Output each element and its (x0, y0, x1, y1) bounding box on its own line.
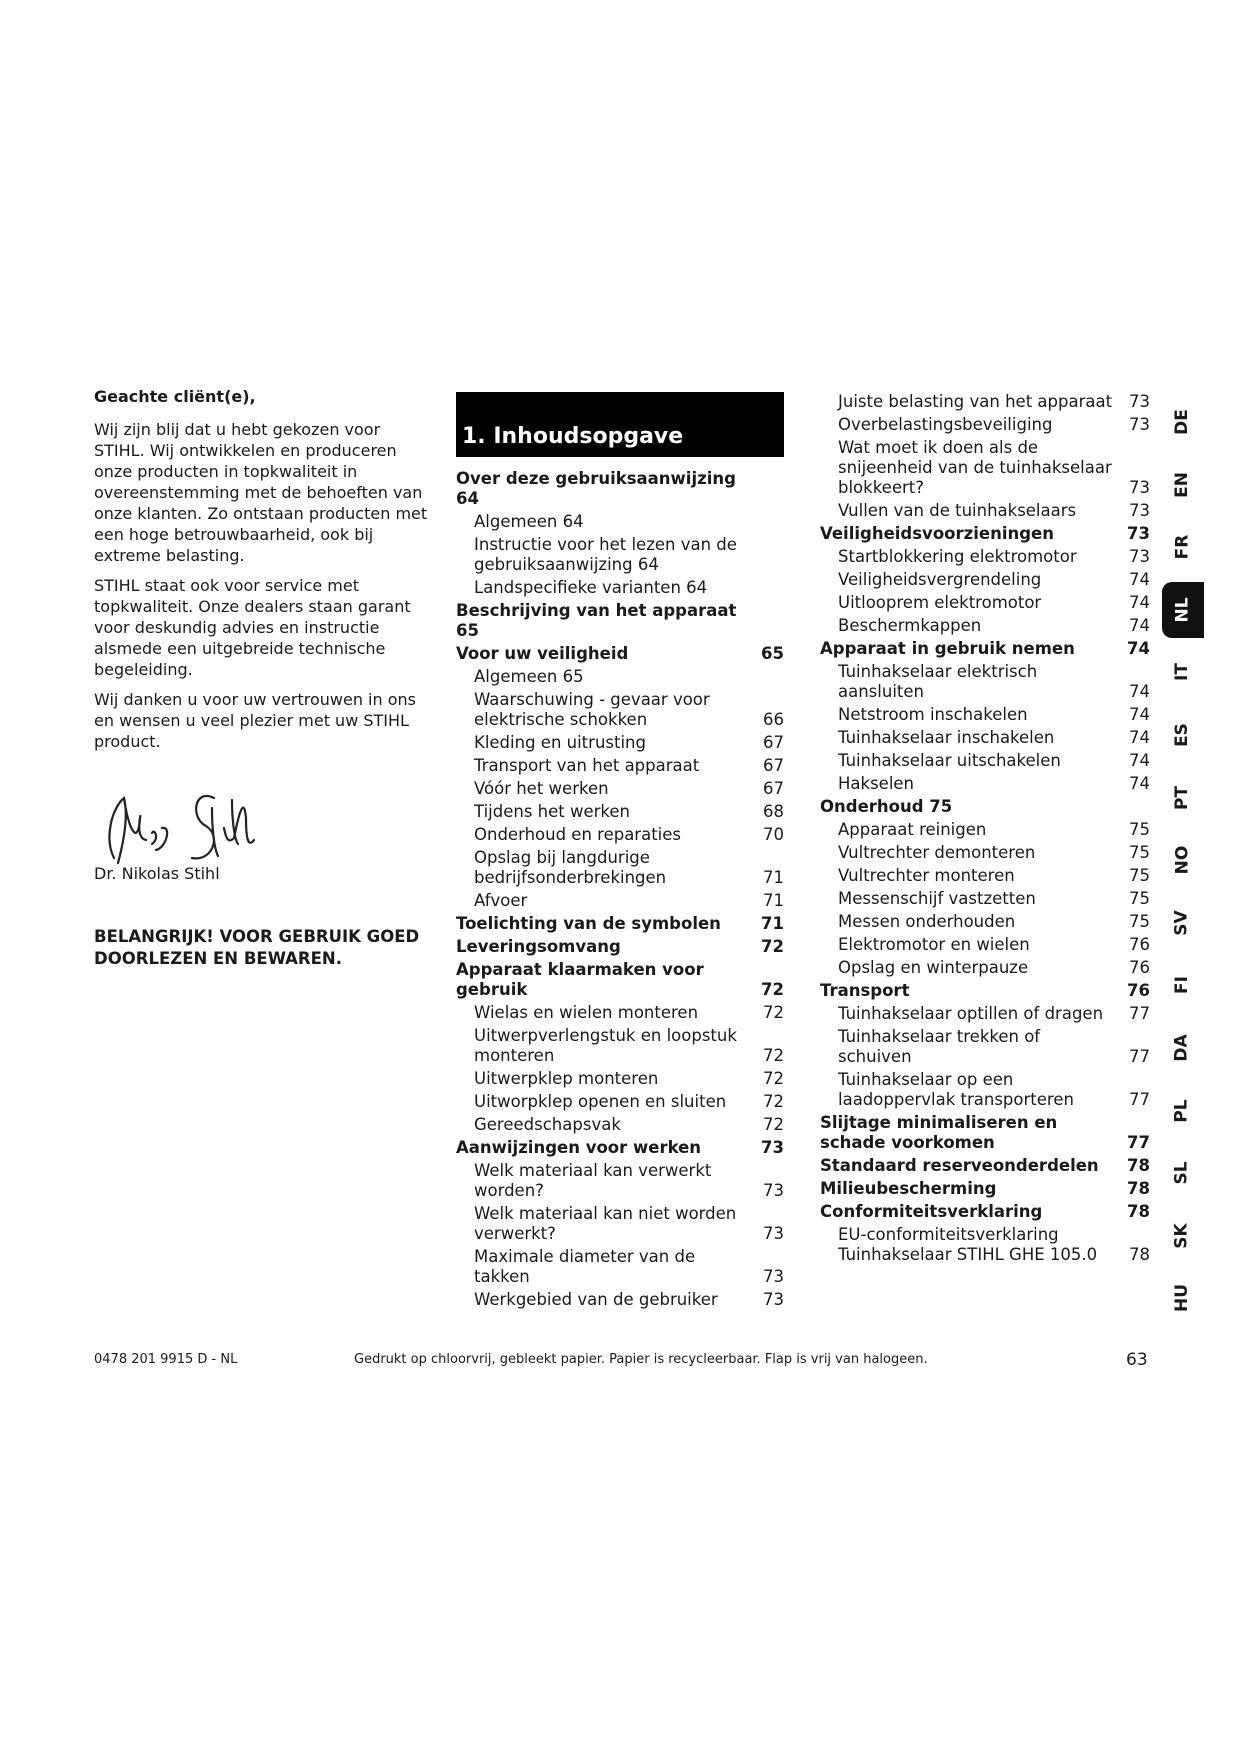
toc-entry-title: Gereedschapsvak (474, 1115, 621, 1134)
toc-entry-page: 75 (1129, 820, 1150, 839)
toc-entry (456, 733, 784, 753)
toc-entry-page: 74 (1129, 751, 1150, 770)
toc-entry-title: Transport (820, 981, 910, 1000)
toc-entry (820, 889, 1150, 909)
letter-greeting: Geachte cliënt(e), (94, 387, 256, 406)
toc-entry-page: 74 (1129, 774, 1150, 793)
toc-entry-title: Transport van het apparaat (474, 756, 700, 775)
toc-entry-page: 72 (763, 1069, 784, 1088)
toc-entry-page: 74 (1129, 616, 1150, 635)
toc-entry-title: Algemeen 64 (474, 512, 584, 531)
signer-name: Dr. Nikolas Stihl (94, 864, 220, 883)
toc-entry-page: 75 (1129, 912, 1150, 931)
toc-entry-title: Onderhoud en reparaties (474, 825, 681, 844)
toc-entry-title: Conformiteitsverklaring (820, 1202, 1043, 1221)
toc-entry (820, 1225, 1150, 1265)
toc-entry-title: Voor uw veiligheid (456, 644, 629, 663)
language-tab-it: IT (1171, 663, 1192, 682)
toc-entry (456, 1115, 784, 1135)
toc-entry-page: 78 (1127, 1156, 1150, 1175)
language-tab-sl: SL (1171, 1161, 1192, 1185)
toc-entry (456, 512, 784, 532)
toc-entry-page: 73 (1129, 547, 1150, 566)
toc-entry-page: 72 (761, 937, 784, 956)
toc-entry-page: 73 (761, 1138, 784, 1157)
toc-entry (820, 774, 1150, 794)
toc-entry (820, 547, 1150, 567)
toc-entry-page: 73 (1129, 478, 1150, 497)
toc-entry (820, 1113, 1150, 1153)
toc-entry-page: 76 (1127, 981, 1150, 1000)
toc-entry-page: 68 (763, 802, 784, 821)
toc-entry (456, 1290, 784, 1310)
toc-entry-title: Apparaat reinigen (838, 820, 987, 839)
toc-entry-title: Vullen van de tuinhakselaars (838, 501, 1077, 520)
toc-entry-page: 71 (763, 868, 784, 887)
toc-entry-page: 74 (1129, 728, 1150, 747)
toc-entry (820, 981, 1150, 1001)
language-tab-fr: FR (1171, 534, 1192, 560)
toc-entry-title: Waarschuwing - gevaar voor elektrische schokken (474, 690, 710, 729)
toc-entry (820, 1070, 1150, 1110)
toc-entry-page: 73 (763, 1224, 784, 1243)
toc-entry-title: Beschermkappen (838, 616, 982, 635)
toc-entry-title: Opslag bij langdurige bedrijfsonderbrekingen (474, 848, 667, 887)
toc-entry-title: Welk materiaal kan verwerkt worden? (474, 1161, 712, 1200)
toc-entry-page: 73 (1129, 392, 1150, 411)
toc-entry (456, 690, 784, 730)
toc-entry-page: 77 (1129, 1047, 1150, 1066)
toc-entry-title: Tuinhakselaar uitschakelen (838, 751, 1061, 770)
important-notice: BELANGRIJK! VOOR GEBRUIK GOED DOORLEZEN EN BEWAREN. (94, 927, 420, 968)
toc-entry (820, 912, 1150, 932)
toc-entry-title: Overbelastingsbeveiliging (838, 415, 1053, 434)
toc-entry-page: 76 (1129, 958, 1150, 977)
toc-entry (456, 667, 784, 687)
toc-entry-title: Startblokkering elektromotor (838, 547, 1077, 566)
toc-entry-page: 76 (1129, 935, 1150, 954)
toc-entry-page: 78 (1127, 1202, 1150, 1221)
toc-entry (456, 779, 784, 799)
toc-entry (820, 751, 1150, 771)
toc-entry-page: 71 (761, 914, 784, 933)
toc-entry (820, 843, 1150, 863)
language-tab-hu: HU (1171, 1284, 1192, 1313)
toc-entry-page: 67 (763, 779, 784, 798)
toc-entry (820, 728, 1150, 748)
toc-entry-title: Slijtage minimaliseren en schade voorkomen (820, 1113, 1058, 1152)
language-tab-en: EN (1172, 471, 1192, 498)
toc-entry-page: 72 (763, 1046, 784, 1065)
toc-entry-page: 73 (1129, 501, 1150, 520)
toc-entry-title: Onderhoud 75 (820, 797, 953, 816)
toc-entry-title: Messen onderhouden (838, 912, 1016, 931)
toc-entry (820, 501, 1150, 521)
toc-entry-title: Messenschijf vastzetten (838, 889, 1036, 908)
toc-entry-page: 66 (763, 710, 784, 729)
language-tab-de: DE (1171, 409, 1192, 435)
toc-entry-title: Uitwerpverlengstuk en loopstuk monteren (474, 1026, 737, 1065)
toc-entry-page: 72 (763, 1003, 784, 1022)
toc-entry (820, 935, 1150, 955)
toc-entry-page: 74 (1129, 682, 1150, 701)
toc-entry (456, 1092, 784, 1112)
toc-entry-page: 77 (1129, 1004, 1150, 1023)
toc-entry-page: 72 (761, 980, 784, 999)
toc-entry-title: Tuinhakselaar elektrisch aansluiten (838, 662, 1038, 701)
language-tab-da: DA (1172, 1034, 1192, 1062)
toc-entry-page: 74 (1127, 639, 1150, 658)
toc-entry (820, 392, 1150, 412)
toc-entry-title: Uitwerpklep monteren (474, 1069, 659, 1088)
toc-entry-page: 75 (1129, 866, 1150, 885)
toc-entry (456, 1069, 784, 1089)
toc-entry (456, 802, 784, 822)
toc-entry-page: 74 (1129, 570, 1150, 589)
toc-entry-page: 74 (1129, 705, 1150, 724)
toc-entry-page: 77 (1127, 1133, 1150, 1152)
toc-entry (456, 535, 784, 575)
footer-paper-note: Gedrukt op chloorvrij, gebleekt papier. Papier is recycleerbaar. Flap is vrij van halogeen. (354, 1352, 928, 1367)
toc-entry (820, 616, 1150, 636)
toc-entry (456, 578, 784, 598)
language-tab-sv: SV (1172, 910, 1192, 936)
toc-entry (456, 914, 784, 934)
toc-entry (820, 1027, 1150, 1067)
toc-entry-title: Tuinhakselaar optillen of dragen (838, 1004, 1104, 1023)
toc-entry (456, 891, 784, 911)
toc-entry-title: Over deze gebruiksaanwijzing 64 (456, 469, 736, 508)
signature-image (94, 778, 264, 878)
toc-entry-page: 73 (763, 1181, 784, 1200)
toc-entry (820, 1179, 1150, 1199)
letter-paragraph-1: Wij zijn blij dat u hebt gekozen voor STIHL. Wij ontwikkelen en produceren onze producten in topkwaliteit in overeenstemming met de behoeften van onze klanten. Zo ontstaan producten met een hoge betrouwbaarheid, ook bij extreme belasting. (94, 420, 428, 565)
toc-entry-page: 77 (1129, 1090, 1150, 1109)
toc-entry-title: Instructie voor het lezen van de gebruiksaanwijzing 64 (474, 535, 737, 574)
toc-entry (456, 825, 784, 845)
toc-entry (820, 1202, 1150, 1222)
toc-entry-page: 71 (763, 891, 784, 910)
toc-heading: 1. Inhoudsopgave (462, 424, 684, 449)
toc-entry-title: Vóór het werken (474, 779, 609, 798)
language-tab-es: ES (1171, 723, 1192, 747)
toc-entry-page: 75 (1129, 843, 1150, 862)
toc-entry-title: Welk materiaal kan niet worden verwerkt? (474, 1204, 737, 1243)
toc-entry-title: Opslag en winterpauze (838, 958, 1029, 977)
toc-entry-title: Vultrechter monteren (838, 866, 1015, 885)
toc-entry (456, 937, 784, 957)
language-tab-pl: PL (1171, 1098, 1192, 1123)
toc-entry-title: Juiste belasting van het apparaat (838, 392, 1113, 411)
toc-entry-page: 73 (1129, 415, 1150, 434)
toc-entry (820, 820, 1150, 840)
toc-entry (456, 1138, 784, 1158)
toc-entry-page: 75 (1129, 889, 1150, 908)
language-tabs (1162, 394, 1202, 1334)
toc-entry-title: Apparaat in gebruik nemen (820, 639, 1075, 658)
toc-entry (820, 866, 1150, 886)
letter (94, 386, 430, 761)
letter-paragraph-2: STIHL staat ook voor service met topkwaliteit. Onze dealers staan garant voor deskundig advies en instructie alsmede een uitgebreide technische begeleiding. (94, 576, 411, 679)
toc-entry (820, 415, 1150, 435)
toc-entry-title: Netstroom inschakelen (838, 705, 1028, 724)
toc-entry-page: 78 (1127, 1179, 1150, 1198)
toc-entry (820, 797, 1150, 817)
toc-entry (820, 1004, 1150, 1024)
toc-entry (820, 593, 1150, 613)
toc-entry-title: Elektromotor en wielen (838, 935, 1030, 954)
toc-entry-page: 78 (1129, 1245, 1150, 1264)
toc-entry-title: Tuinhakselaar op een laadoppervlak transporteren (838, 1070, 1074, 1109)
toc-entry (456, 960, 784, 1000)
toc-entry-title: Milieubescherming (820, 1179, 997, 1198)
toc-entry-title: Werkgebied van de gebruiker (474, 1290, 718, 1309)
toc-entry-title: Standaard reserveonderdelen (820, 1156, 1099, 1175)
toc-entry-title: Vultrechter demonteren (838, 843, 1036, 862)
toc-entry (820, 438, 1150, 498)
toc-entry-title: Landspecifieke varianten 64 (474, 578, 708, 597)
toc-entry-page: 70 (763, 825, 784, 844)
toc-entry (456, 601, 784, 641)
language-tab-fi: FI (1171, 976, 1192, 995)
toc-entry (820, 705, 1150, 725)
toc-entry-title: Toelichting van de symbolen (456, 914, 721, 933)
toc-entry-title: Uitworpklep openen en sluiten (474, 1092, 727, 1111)
toc-entry-title: EU-conformiteitsverklaring Tuinhakselaar STIHL GHE 105.0 (838, 1225, 1098, 1264)
toc-column-right (820, 392, 1150, 1268)
toc-entry-title: Wat moet ik doen als de snijeenheid van de tuinhakselaar blokkeert? (838, 438, 1112, 497)
toc-entry-title: Aanwijzingen voor werken (456, 1138, 702, 1157)
toc-entry (820, 570, 1150, 590)
toc-entry-page: 74 (1129, 593, 1150, 612)
toc-entry-page: 72 (763, 1092, 784, 1111)
toc-entry (456, 1161, 784, 1201)
toc-entry-title: Apparaat klaarmaken voor gebruik (456, 960, 704, 999)
toc-entry (456, 756, 784, 776)
toc-entry-title: Veiligheidsvoorzieningen (820, 524, 1054, 543)
toc-entry (456, 644, 784, 664)
toc-entry-title: Algemeen 65 (474, 667, 584, 686)
language-tab-sk: SK (1171, 1223, 1192, 1249)
toc-entry-title: Leveringsomvang (456, 937, 621, 956)
language-tab-nl: NL (1162, 582, 1204, 638)
toc-entry-title: Wielas en wielen monteren (474, 1003, 699, 1022)
toc-entry-page: 67 (763, 733, 784, 752)
toc-entry (456, 1247, 784, 1287)
toc-column-left (456, 469, 784, 1313)
language-tab-pt: PT (1172, 785, 1192, 810)
toc-entry (820, 662, 1150, 702)
toc-entry-page: 72 (763, 1115, 784, 1134)
toc-entry-page: 73 (763, 1267, 784, 1286)
footer-document-code: 0478 201 9915 D - NL (94, 1352, 238, 1367)
toc-entry (456, 1026, 784, 1066)
toc-entry-title: Maximale diameter van de takken (474, 1247, 696, 1286)
toc-entry (820, 524, 1150, 544)
toc-entry-title: Beschrijving van het apparaat 65 (456, 601, 737, 640)
toc-entry-title: Tuinhakselaar trekken of schuiven (838, 1027, 1041, 1066)
toc-entry (456, 848, 784, 888)
toc-entry (456, 1204, 784, 1244)
toc-entry-title: Tuinhakselaar inschakelen (838, 728, 1055, 747)
toc-entry-page: 73 (1127, 524, 1150, 543)
toc-entry (456, 469, 784, 509)
toc-entry-title: Veiligheidsvergrendeling (838, 570, 1042, 589)
toc-entry (456, 1003, 784, 1023)
toc-entry-title: Uitlooprem elektromotor (838, 593, 1042, 612)
toc-entry (820, 639, 1150, 659)
letter-paragraph-3: Wij danken u voor uw vertrouwen in ons en wensen u veel plezier met uw STIHL product. (94, 690, 416, 751)
page-number: 63 (1126, 1350, 1148, 1370)
language-tab-no: NO (1172, 845, 1192, 875)
toc-entry (820, 958, 1150, 978)
toc-heading-bar (456, 392, 784, 457)
toc-entry-page: 65 (761, 644, 784, 663)
toc-entry-title: Tijdens het werken (474, 802, 630, 821)
toc-entry-title: Hakselen (838, 774, 915, 793)
toc-entry-title: Afvoer (474, 891, 528, 910)
toc-entry-page: 73 (763, 1290, 784, 1309)
toc-entry-page: 67 (763, 756, 784, 775)
toc-entry (820, 1156, 1150, 1176)
toc-entry-title: Kleding en uitrusting (474, 733, 646, 752)
